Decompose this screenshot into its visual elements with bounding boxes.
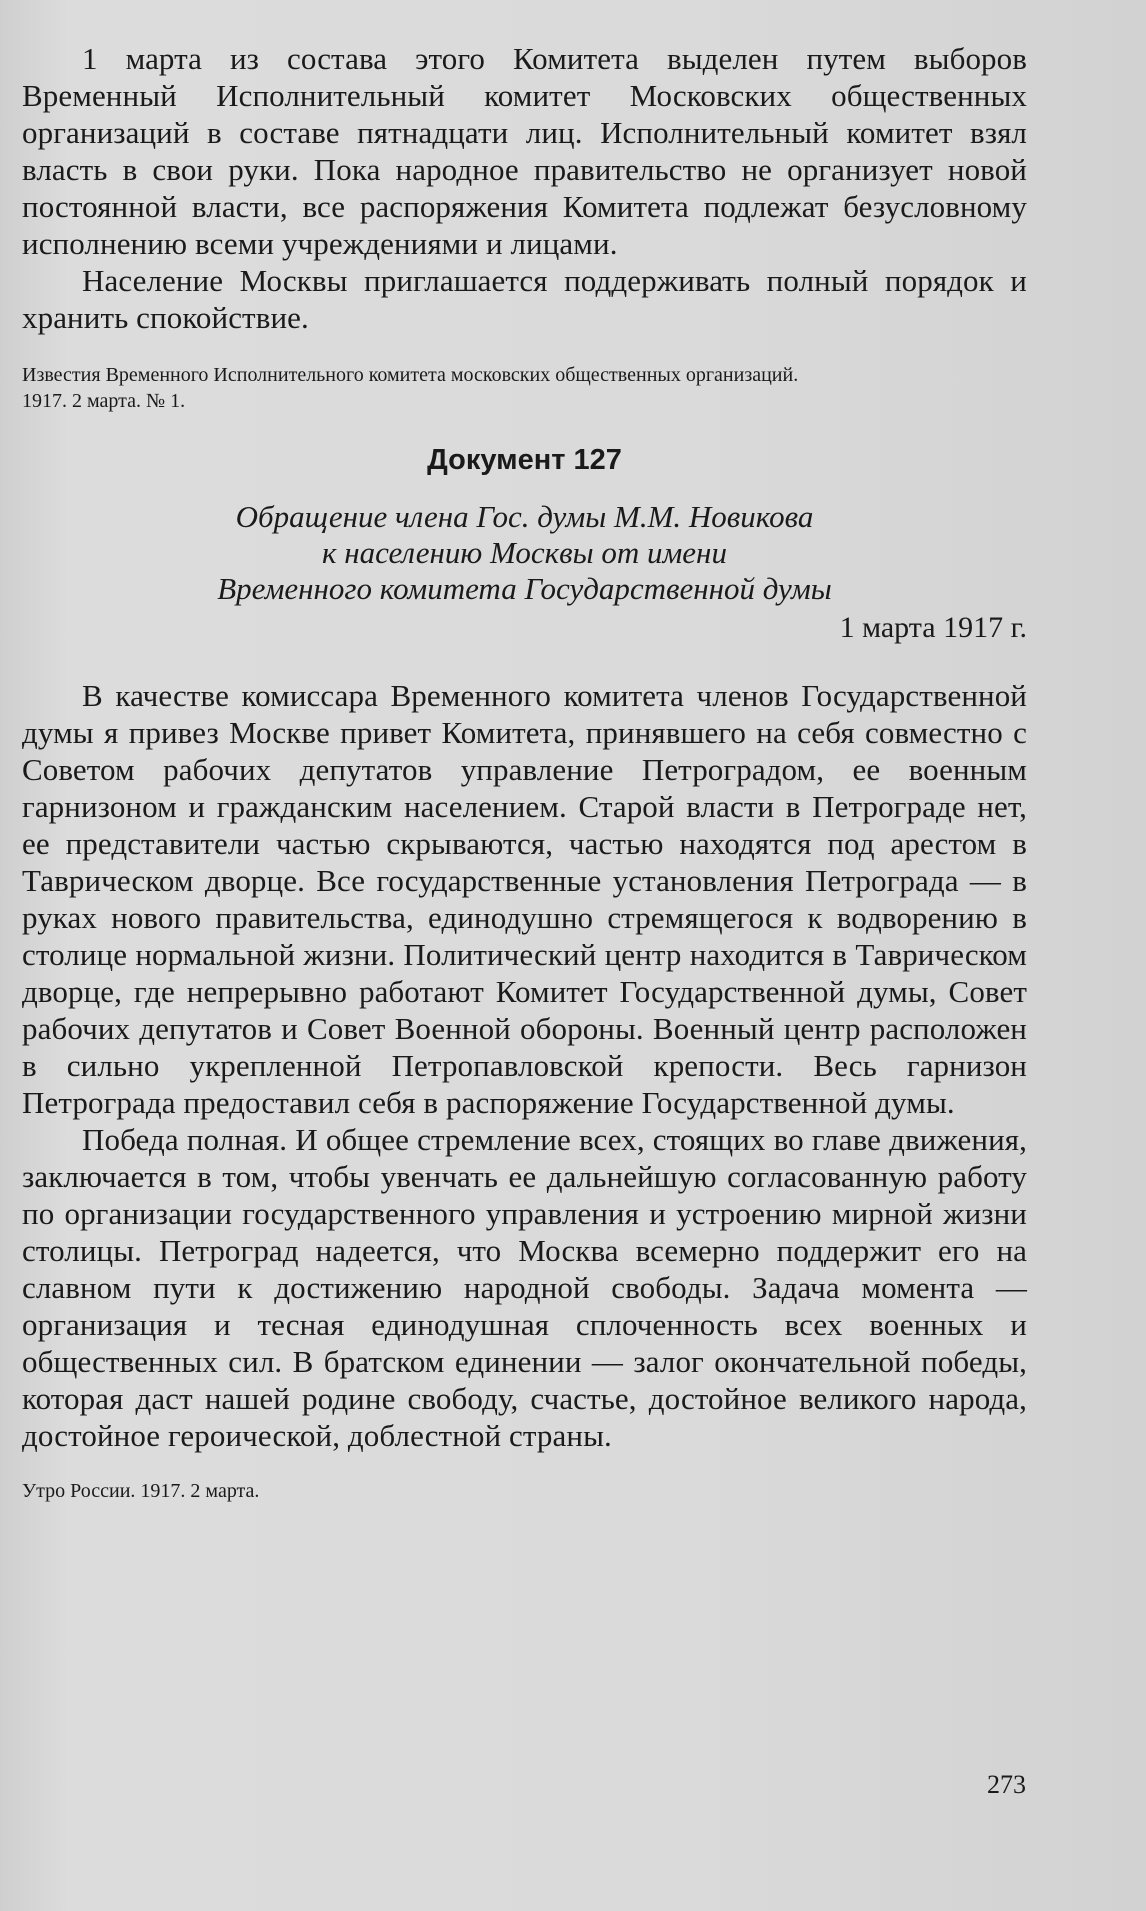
document-title: Документ 127 (427, 444, 622, 476)
page-number: 273 (987, 1770, 1026, 1799)
intro-source-line-1: Известия Временного Исполнительного комитета московских общественных организаций. (22, 364, 799, 386)
document-subtitle-line-3: Временного комитета Государственной думы (217, 571, 832, 606)
document-paragraph-1: В качестве комиссара Временного комитета членов Государственной думы я привез Москве привет Комитета, принявшего на себя совместно с Советом рабочих депутатов управление Петроградом, ее военным гарнизоном и гражданским населением. Старой власти в Петрограде нет, ее представители частью скрываются, частью находятся под арестом в Таврическом дворце. Все государственные установления Петрограда — в руках нового правительства, единодушно стремящегося к водворению в столице нормальной жизни. Политический центр находится в Таврическом дворце, где непрерывно работают Комитет Государственной думы, Совет рабочих депутатов и Совет Военной обороны. Военный центр расположен в сильно укрепленной Петропавловской крепости. Весь гарнизон Петрограда предоставил себя в распоряжение Государственной думы. (22, 678, 1027, 1120)
document-subtitle-line-1: Обращение члена Гос. думы М.М. Новикова (235, 499, 814, 534)
intro-paragraph-1: 1 марта из состава этого Комитета выделен путем выборов Временный Исполнительный комитет Московских общественных организаций в составе пятнадцати лиц. Исполнительный комитет взял власть в свои руки. Пока народное правительство не организует новой постоянной власти, все распоряжения Комитета подлежат безусловному исполнению всеми учреждениями и лицами. (22, 41, 1027, 261)
document-date: 1 марта 1917 г. (839, 611, 1027, 644)
page-content (22, 40, 1027, 1504)
intro-source-line-2: 1917. 2 марта. № 1. (22, 390, 186, 412)
document-paragraph-2: Победа полная. И общее стремление всех, стоящих во главе движения, заключается в том, чтобы увенчать ее дальнейшую согласованную работу по организации государственного управления и устроению мирной жизни столицы. Петроград надеется, что Москва всемерно поддержит его на славном пути к достижению народной свободы. Задача момента — организация и тесная единодушная сплоченность всех военных и общественных сил. В братском единении — залог окончательной победы, которая даст нашей родине свободу, счастье, достойное великого народа, достойное героической, доблестной страны. (22, 1122, 1027, 1453)
document-source: Утро России. 1917. 2 марта. (22, 1480, 260, 1502)
document-subtitle-line-2: к населению Москвы от имени (322, 535, 727, 570)
intro-source (22, 362, 1027, 414)
document-subtitle (22, 499, 1027, 607)
intro-paragraph-2: Население Москвы приглашается поддерживать полный порядок и хранить спокойствие. (22, 263, 1027, 335)
